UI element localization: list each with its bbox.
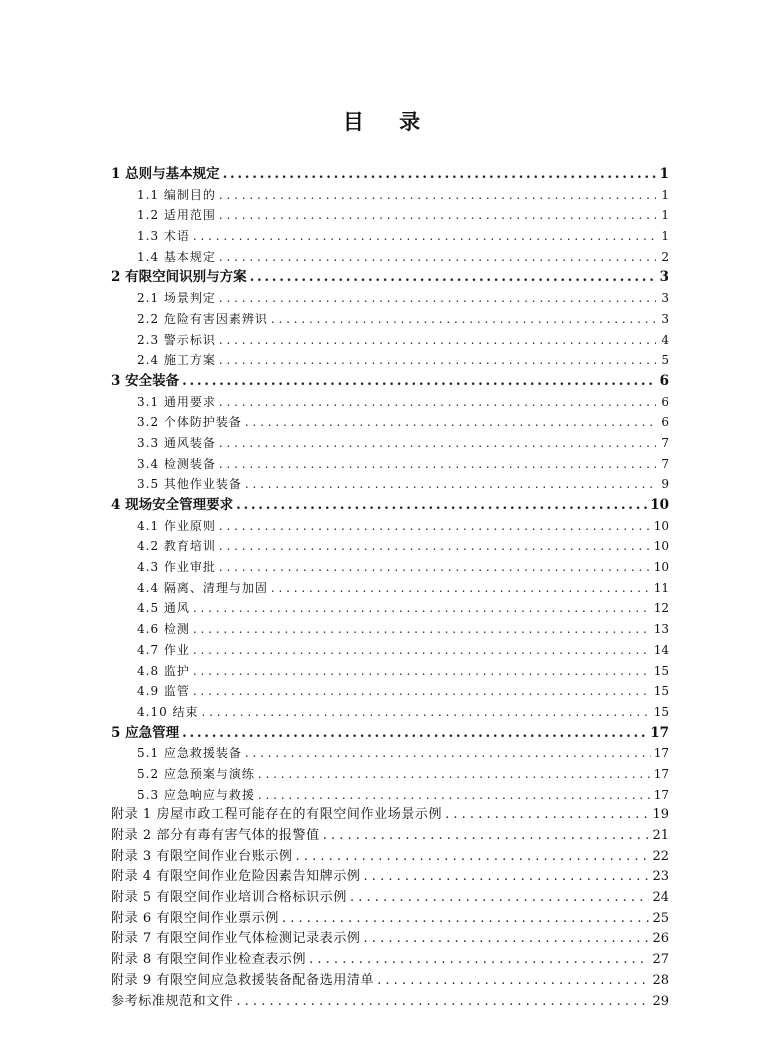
toc-section-entry[interactable]	[111, 516, 669, 537]
toc-page-number: 3	[659, 269, 669, 286]
dot-leader	[258, 764, 651, 785]
toc-section-entry[interactable]	[111, 661, 669, 682]
toc-entry-title: 2.2 危险有害因素辨识	[137, 311, 268, 326]
toc-section-entry[interactable]	[111, 247, 669, 268]
dot-leader	[364, 867, 650, 888]
page-title: 目 录	[342, 109, 435, 134]
toc-section-entry[interactable]	[111, 309, 669, 330]
toc-section-entry[interactable]	[111, 288, 669, 309]
dot-leader	[236, 992, 649, 1013]
dot-leader	[193, 681, 651, 702]
toc-page-number: 23	[652, 869, 669, 885]
toc-entry-title: 4 现场安全管理要求	[111, 497, 234, 513]
toc-chapter-entry[interactable]	[111, 164, 669, 185]
toc-appendix-entry[interactable]	[111, 992, 669, 1013]
toc-entry-title: 2 有限空间识别与方案	[111, 269, 247, 286]
toc-page-number: 7	[661, 456, 669, 471]
toc-page-number: 17	[653, 787, 669, 802]
toc-entry-title: 3.2 个体防护装备	[137, 415, 242, 430]
dot-leader	[271, 309, 656, 330]
toc-page-number: 10	[653, 539, 669, 554]
dot-leader	[219, 516, 651, 537]
toc-page-number: 2	[661, 249, 669, 264]
toc-page-number: 12	[653, 601, 669, 616]
dot-leader	[219, 557, 651, 578]
toc-section-entry[interactable]	[111, 640, 669, 661]
toc-page-number: 21	[652, 828, 669, 843]
dot-leader	[258, 785, 651, 806]
toc-entry-title: 3.4 检测装备	[137, 456, 216, 471]
toc-page-number: 26	[652, 931, 669, 947]
dot-leader	[445, 805, 649, 826]
toc-page-number: 5	[661, 353, 669, 368]
toc-chapter-entry[interactable]	[111, 723, 669, 744]
toc-entry-title: 4.9 监管	[137, 684, 190, 699]
toc-page-number: 6	[659, 372, 669, 389]
dot-leader	[182, 371, 656, 392]
toc-section-entry[interactable]	[111, 350, 669, 371]
dot-leader	[219, 350, 656, 371]
dot-leader	[236, 495, 647, 516]
toc-page-number: 25	[652, 910, 669, 926]
toc-page-number: 10	[653, 560, 669, 575]
toc-entry-title: 参考标准规范和文件	[111, 993, 234, 1009]
toc-section-entry[interactable]	[111, 205, 669, 226]
dot-leader	[219, 392, 656, 413]
dot-leader	[202, 702, 651, 723]
toc-section-entry[interactable]	[111, 330, 669, 351]
toc-entry-title: 附录 2 部分有毒有害气体的报警值	[111, 828, 320, 843]
toc-entry-title: 4.3 作业审批	[137, 560, 216, 575]
toc-entry-title: 附录 9 有限空间应急救援装备配备选用清单	[111, 972, 375, 988]
toc-page-number: 11	[653, 580, 669, 595]
dot-leader	[219, 185, 656, 206]
toc-page-number: 1	[659, 166, 669, 182]
toc-appendix-entry[interactable]	[111, 805, 669, 826]
toc-page-number: 29	[652, 993, 669, 1009]
toc-section-entry[interactable]	[111, 536, 669, 557]
toc-entry-title: 附录 7 有限空间作业气体检测记录表示例	[111, 931, 361, 947]
toc-entry-title: 5 应急管理	[111, 724, 180, 741]
dot-leader	[296, 847, 650, 868]
toc-entry-title: 3.5 其他作业装备	[137, 477, 242, 492]
dot-leader	[193, 640, 651, 661]
toc-page-number: 19	[652, 807, 669, 823]
dot-leader	[219, 330, 656, 351]
dot-leader	[245, 743, 651, 764]
toc-page-number: 1	[661, 208, 669, 223]
dot-leader	[219, 288, 656, 309]
toc-page-number: 10	[653, 518, 669, 533]
dot-leader	[377, 971, 649, 992]
toc-entry-title: 2.3 警示标识	[137, 332, 216, 347]
toc-page-number: 17	[653, 746, 669, 761]
dot-leader	[193, 226, 656, 247]
toc-page-number: 6	[661, 394, 669, 409]
toc-entry-title: 1 总则与基本规定	[111, 166, 220, 182]
toc-section-entry[interactable]	[111, 578, 669, 599]
toc-section-entry[interactable]	[111, 681, 669, 702]
toc-page-number: 15	[653, 684, 669, 699]
toc-entry-title: 4.1 作业原则	[137, 518, 216, 533]
toc-page-number: 3	[661, 291, 669, 306]
toc-chapter-entry[interactable]	[111, 371, 669, 392]
toc-entry-title: 2.1 场景判定	[137, 291, 216, 306]
toc-page-number: 15	[653, 704, 669, 719]
toc-page-number: 28	[652, 972, 669, 988]
toc-entry-title: 附录 6 有限空间作业票示例	[111, 910, 279, 926]
toc-page-number: 17	[650, 724, 669, 741]
dot-leader	[350, 888, 650, 909]
toc-entry-title: 4.4 隔离、清理与加固	[137, 580, 268, 595]
toc-page-number: 17	[653, 766, 669, 781]
dot-leader	[223, 164, 656, 185]
toc-entry-title: 4.10 结束	[137, 704, 199, 719]
toc-page-number: 7	[661, 435, 669, 450]
dot-leader	[282, 909, 650, 930]
table-of-contents	[111, 164, 669, 1012]
toc-section-entry[interactable]	[111, 474, 669, 495]
toc-page-number: 1	[661, 229, 669, 244]
toc-section-entry[interactable]	[111, 598, 669, 619]
toc-appendix-entry[interactable]	[111, 971, 669, 992]
dot-leader	[219, 433, 656, 454]
toc-page-number: 1	[661, 187, 669, 202]
toc-chapter-entry[interactable]	[111, 495, 669, 516]
toc-section-entry[interactable]	[111, 743, 669, 764]
dot-leader	[193, 598, 651, 619]
toc-section-entry[interactable]	[111, 764, 669, 785]
toc-page-number: 10	[650, 497, 669, 513]
toc-entry-title: 附录 4 有限空间作业危险因素告知牌示例	[111, 869, 361, 885]
toc-page-number: 13	[653, 622, 669, 637]
dot-leader	[245, 412, 656, 433]
toc-appendix-entry[interactable]	[111, 950, 669, 971]
toc-appendix-entry[interactable]	[111, 929, 669, 950]
toc-appendix-entry[interactable]	[111, 826, 669, 847]
dot-leader	[364, 929, 650, 950]
toc-entry-title: 5.3 应急响应与救援	[137, 787, 255, 802]
toc-entry-title: 1.1 编制目的	[137, 187, 216, 202]
toc-section-entry[interactable]	[111, 412, 669, 433]
toc-appendix-entry[interactable]	[111, 888, 669, 909]
toc-section-entry[interactable]	[111, 454, 669, 475]
toc-appendix-entry[interactable]	[111, 847, 669, 868]
dot-leader	[219, 205, 656, 226]
toc-entry-title: 3.1 通用要求	[137, 394, 216, 409]
toc-entry-title: 2.4 施工方案	[137, 353, 216, 368]
toc-entry-title: 附录 3 有限空间作业台账示例	[111, 848, 293, 864]
toc-page-number: 15	[653, 663, 669, 678]
toc-section-entry[interactable]	[111, 619, 669, 640]
toc-appendix-entry[interactable]	[111, 909, 669, 930]
dot-leader	[193, 619, 651, 640]
toc-entry-title: 4.7 作业	[137, 642, 190, 657]
toc-entry-title: 4.2 教育培训	[137, 539, 216, 554]
dot-leader	[182, 723, 647, 744]
toc-entry-title: 3.3 通风装备	[137, 435, 216, 450]
toc-section-entry[interactable]	[111, 785, 669, 806]
toc-page-number: 24	[652, 890, 669, 906]
dot-leader	[271, 578, 651, 599]
toc-section-entry[interactable]	[111, 185, 669, 206]
toc-page-number: 22	[652, 848, 669, 864]
toc-entry-title: 4.6 检测	[137, 622, 190, 637]
toc-entry-title: 3 安全装备	[111, 372, 180, 389]
toc-appendix-entry[interactable]	[111, 867, 669, 888]
dot-leader	[219, 536, 651, 557]
dot-leader	[250, 267, 656, 288]
toc-chapter-entry[interactable]	[111, 267, 669, 288]
dot-leader	[245, 474, 656, 495]
toc-entry-title: 1.2 适用范围	[137, 208, 216, 223]
toc-entry-title: 附录 5 有限空间作业培训合格标识示例	[111, 890, 347, 906]
toc-page-number: 3	[661, 311, 669, 326]
toc-page-number: 4	[661, 332, 669, 347]
toc-section-entry[interactable]	[111, 557, 669, 578]
toc-entry-title: 5.2 应急预案与演练	[137, 766, 255, 781]
dot-leader	[219, 454, 656, 475]
toc-section-entry[interactable]	[111, 433, 669, 454]
toc-entry-title: 4.8 监护	[137, 663, 190, 678]
toc-section-entry[interactable]	[111, 226, 669, 247]
toc-page-number: 14	[653, 642, 669, 657]
dot-leader	[323, 826, 650, 847]
toc-entry-title: 4.5 通风	[137, 601, 190, 616]
toc-section-entry[interactable]	[111, 392, 669, 413]
toc-entry-title: 5.1 应急救援装备	[137, 746, 242, 761]
toc-entry-title: 附录 8 有限空间作业检查表示例	[111, 952, 307, 968]
dot-leader	[219, 247, 656, 268]
toc-entry-title: 附录 1 房屋市政工程可能存在的有限空间作业场景示例	[111, 807, 443, 823]
toc-section-entry[interactable]	[111, 702, 669, 723]
toc-page-number: 6	[661, 415, 669, 430]
toc-page-number: 27	[652, 952, 669, 968]
dot-leader	[309, 950, 649, 971]
toc-entry-title: 1.4 基本规定	[137, 249, 216, 264]
toc-entry-title: 1.3 术语	[137, 229, 190, 244]
dot-leader	[193, 661, 651, 682]
toc-page-number: 9	[661, 477, 669, 492]
